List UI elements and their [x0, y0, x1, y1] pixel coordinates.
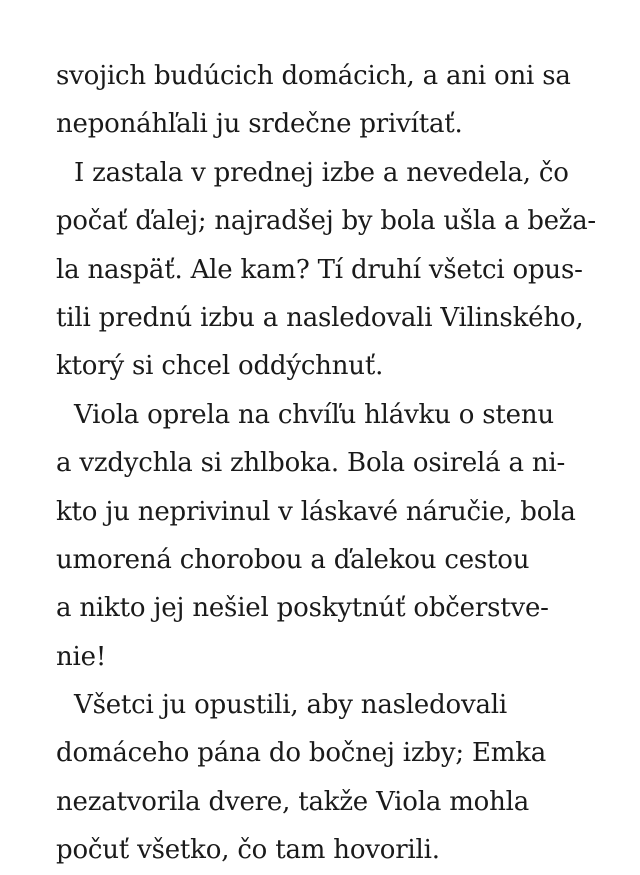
text-line: la naspäť. Ale kam? Tí druhí všetci opus- — [56, 254, 583, 285]
text-line: a vzdychla si zhlboka. Bola osirelá a ni- — [56, 448, 566, 479]
page-text — [56, 52, 596, 875]
text-line: Viola oprela na chvíľu hlávku o stenu — [74, 399, 554, 430]
text-line: ktorý si chcel oddýchnuť. — [56, 351, 384, 382]
text-line: a nikto jej nešiel poskytnúť občerstve- — [56, 593, 549, 624]
text-line: I zastala v prednej izbe a nevedela, čo — [74, 157, 569, 188]
text-line: nie! — [56, 641, 107, 672]
text-line: umorená chorobou a ďalekou cestou — [56, 544, 530, 575]
text-line: počať ďalej; najradšej by bola ušla a beža- — [56, 206, 596, 237]
text-line: kto ju neprivinul v láskavé náručie, bola — [56, 496, 576, 527]
text-line: počuť všetko, čo tam hovorili. — [56, 835, 440, 866]
text-line: domáceho pána do bočnej izby; Emka — [56, 738, 547, 769]
text-line: svojich budúcich domácich, a ani oni sa — [56, 61, 571, 91]
text-line: tili prednú izbu a nasledovali Vilinského, — [56, 302, 584, 333]
text-line: nezatvorila dvere, takže Viola mohla — [56, 786, 530, 817]
text-line: Všetci ju opustili, aby nasledovali — [74, 690, 507, 721]
text-line: neponáhľali ju srdečne privítať. — [56, 109, 463, 140]
